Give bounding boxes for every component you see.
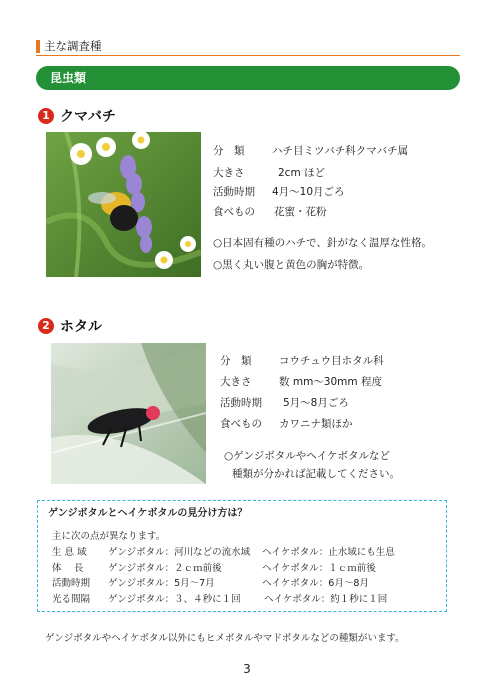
species-note: 種類が分かれば記載してください。 — [232, 468, 400, 480]
comparison-intro: 主に次の点が異なります。 — [52, 531, 166, 542]
page-number: 3 — [243, 662, 251, 676]
species-name: クマバチ — [60, 109, 116, 125]
comparison-genji: ゲンジボタル：２ｃｍ前後 — [108, 563, 222, 574]
info-row — [220, 375, 470, 389]
info-row — [220, 396, 470, 410]
section-header — [36, 38, 460, 56]
comparison-box — [37, 500, 447, 612]
comparison-genji: ゲンジボタル：３、４秒に１回 — [108, 594, 241, 605]
comparison-genji: ゲンジボタル：河川などの流水域 — [108, 547, 251, 558]
info-row — [220, 354, 470, 368]
bee-on-flower-image — [46, 132, 201, 277]
comparison-heike: ヘイケボタル：止水域にも生息 — [262, 547, 395, 558]
info-label: 食べもの — [213, 206, 255, 218]
section-accent-bar — [36, 40, 40, 53]
info-label: 活動時期 — [220, 397, 262, 409]
footer-note: ゲンジボタルやヘイケボタル以外にもヒメボタルやマドボタルなどの種類がいます。 — [45, 633, 405, 644]
species-number-badge: 1 — [38, 108, 54, 124]
info-label: 大きさ — [213, 167, 245, 179]
species-note: ○日本固有種のハチで、針がなく温厚な性格。 — [213, 237, 432, 249]
species-name: ホタル — [60, 319, 102, 335]
info-label: 食べもの — [220, 418, 262, 430]
info-value: 2cm ほど — [278, 167, 326, 179]
species-note: ○黒く丸い腹と黄色の胸が特徴。 — [213, 259, 370, 271]
info-value: ハチ目ミツバチ科クマバチ属 — [272, 145, 409, 157]
info-row — [220, 417, 470, 431]
comparison-heike: ヘイケボタル：6月～8月 — [262, 578, 369, 589]
info-value: 5月～8月ごろ — [283, 397, 349, 409]
info-value: 4月～10月ごろ — [272, 186, 345, 198]
comparison-genji: ゲンジボタル：5月～7月 — [108, 578, 215, 589]
carpenter-bee-photo — [46, 132, 201, 277]
info-label: 分 類 — [213, 145, 245, 157]
info-value: 数 mm～30mm 程度 — [279, 376, 382, 388]
comparison-label: 光る間隔 — [52, 594, 91, 605]
comparison-label: 生 息 域 — [52, 547, 87, 558]
category-bar — [36, 66, 460, 90]
info-label: 活動時期 — [213, 186, 255, 198]
species-note: ○ゲンジボタルやヘイケボタルなど — [224, 450, 390, 462]
section-underline — [36, 55, 460, 56]
comparison-label: 体 長 — [52, 563, 84, 574]
info-row — [213, 166, 463, 180]
comparison-label: 活動時期 — [52, 578, 91, 589]
info-value: カワニナ類ほか — [279, 418, 353, 430]
section-title: 主な調査種 — [44, 39, 102, 53]
firefly-photo — [51, 343, 206, 484]
category-label: 昆虫類 — [50, 71, 87, 85]
info-value: コウチュウ目ホタル科 — [279, 355, 384, 367]
info-value: 花蜜・花粉 — [274, 206, 327, 218]
comparison-heike: ヘイケボタル：約１秒に１回 — [264, 594, 388, 605]
info-row — [213, 185, 463, 199]
comparison-title: ゲンジボタルとヘイケボタルの見分け方は？ — [48, 508, 248, 519]
species-number-badge: 2 — [38, 318, 54, 334]
firefly-on-leaf-image — [51, 343, 206, 484]
info-row — [213, 144, 463, 158]
comparison-heike: ヘイケボタル：１ｃｍ前後 — [262, 563, 376, 574]
info-label: 大きさ — [220, 376, 252, 388]
info-label: 分 類 — [220, 355, 252, 367]
info-row — [213, 205, 463, 219]
